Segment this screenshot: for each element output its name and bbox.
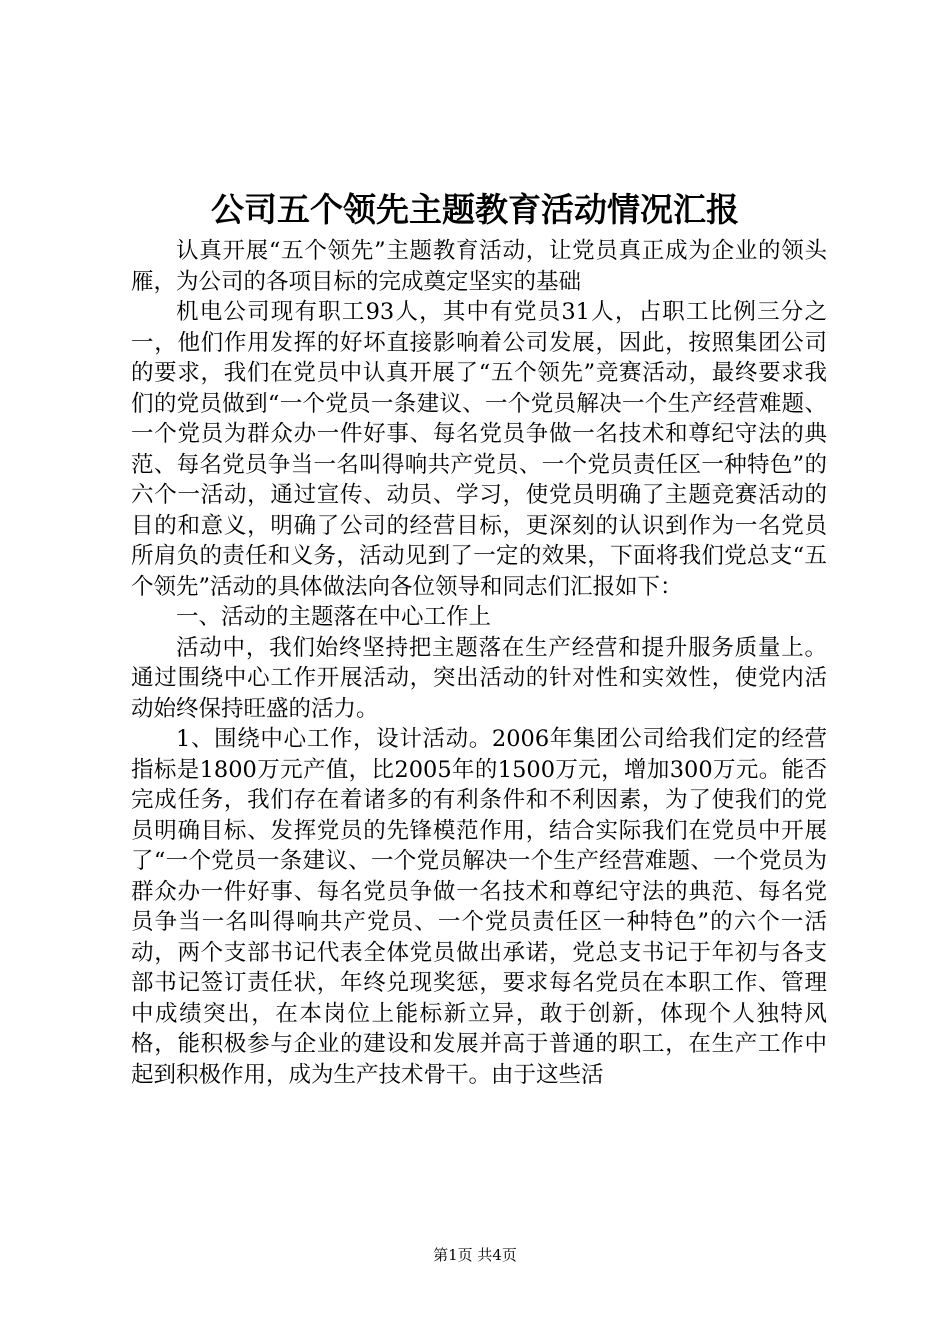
- paragraph-section-1: 活动中，我们始终坚持把主题落在生产经营和提升服务质量上。通过围绕中心工作开展活动，突出活动的针对性和实效性，使党内活动始终保持旺盛的活力。: [131, 634, 827, 722]
- paragraph-item-1: 1、围绕中心工作，设计活动。2006年集团公司给我们定的经营指标是1800万元产值，比2005年的1500万元，增加300万元。能否完成任务，我们存在着诸多的有利条件和不利因素，为了使我们的党员明确目标、发挥党员的先锋模范作用，结合实际我们在党员中开展了“一个党员一条建议、一个党员解决一个生产经营难题、一个党员为群众办一件好事、每名党员争做一名技术和尊纪守法的典范、每名党员争当一名叫得响共产党员、一个党员责任区一种特色”的六个一活动，两个支部书记代表全体党员做出承诺，党总支书记于年初与各支部书记签订责任状，年终兑现奖惩，要求每名党员在本职工作、管理中成绩突出，在本岗位上能标新立异，敢于创新，体现个人独特风格，能积极参与企业的建设和发展并高于普通的职工，在生产工作中起到积极作用，成为生产技术骨干。由于这些活: [131, 726, 827, 1088]
- section-heading-1: 一、活动的主题落在中心工作上: [176, 604, 492, 630]
- paragraph-overview: 机电公司现有职工93人，其中有党员31人，占职工比例三分之一，他们作用发挥的好坏直接影响着公司发展，因此，按照集团公司的要求，我们在党员中认真开展了“五个领先”竞赛活动，最终要求我们的党员做到“一个党员一条建议、一个党员解决一个生产经营难题、一个党员为群众办一件好事、每名党员争做一名技术和尊纪守法的典范、每名党员争当一名叫得响共产党员、一个党员责任区一种特色”的六个一活动，通过宣传、动员、学习，使党员明确了主题竞赛活动的目的和意义，明确了公司的经营目标，更深刻的认识到作为一名党员所肩负的责任和义务，活动见到了一定的效果，下面将我们党总支“五个领先”活动的具体做法向各位领导和同志们汇报如下：: [131, 299, 827, 600]
- document-body: [131, 236, 827, 1090]
- page-footer: 第1页 共4页: [433, 1246, 517, 1264]
- paragraph-intro: 认真开展“五个领先”主题教育活动，让党员真正成为企业的领头雁，为公司的各项目标的完成奠定坚实的基础: [131, 238, 827, 295]
- document-title: 公司五个领先主题教育活动情况汇报: [211, 190, 739, 229]
